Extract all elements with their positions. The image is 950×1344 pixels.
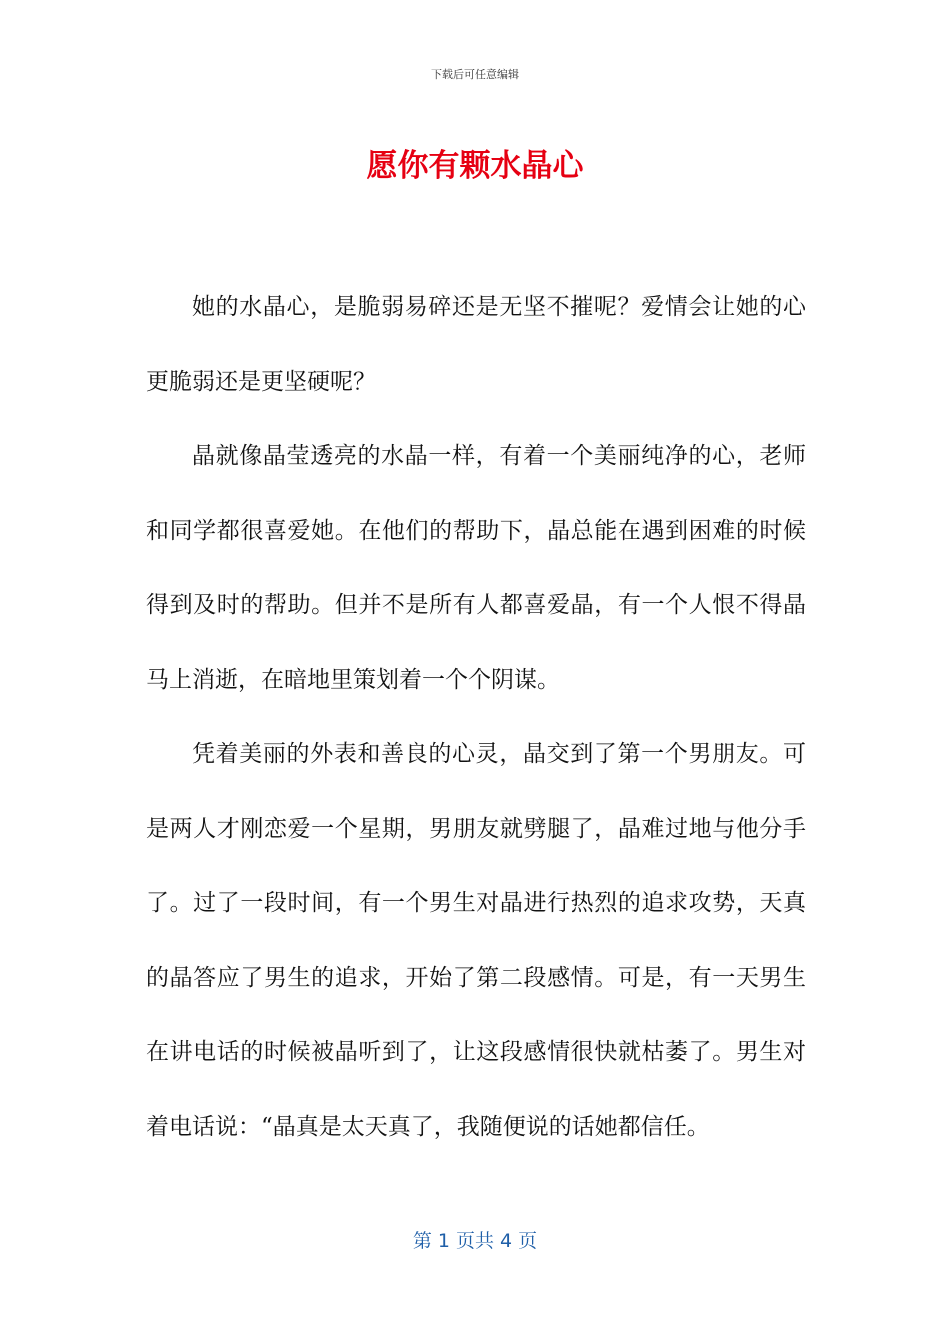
paragraph-3: 凭着美丽的外表和善良的心灵，晶交到了第一个男朋友。可是两人才刚恋爱一个星期，男朋友就劈腿了，晶难过地与他分手了。过了一段时间，有一个男生对晶进行热烈的追求攻势，天真的晶答应了男生的追求，开始了第二段感情。可是，有一天男生在讲电话的时候被晶听到了，让这段感情很快就枯萎了。男生对着电话说：“晶真是太天真了，我随便说的话她都信任。 [146,741,806,1140]
document-body [146,270,806,1164]
paragraph-1: 她的水晶心，是脆弱易碎还是无坚不摧呢？爱情会让她的心更脆弱还是更坚硬呢？ [146,294,806,395]
document-title: 愿你有颗水晶心 [366,148,584,184]
paragraph-2: 晶就像晶莹透亮的水晶一样，有着一个美丽纯净的心，老师和同学都很喜爱她。在他们的帮助下，晶总能在遇到困难的时候得到及时的帮助。但并不是所有人都喜爱晶，有一个人恨不得晶马上消逝，在暗地里策划着一个个阴谋。 [146,443,806,693]
page-number-footer: 第 1 页共 4 页 [412,1230,538,1252]
header-note: 下载后可任意编辑 [431,68,519,81]
